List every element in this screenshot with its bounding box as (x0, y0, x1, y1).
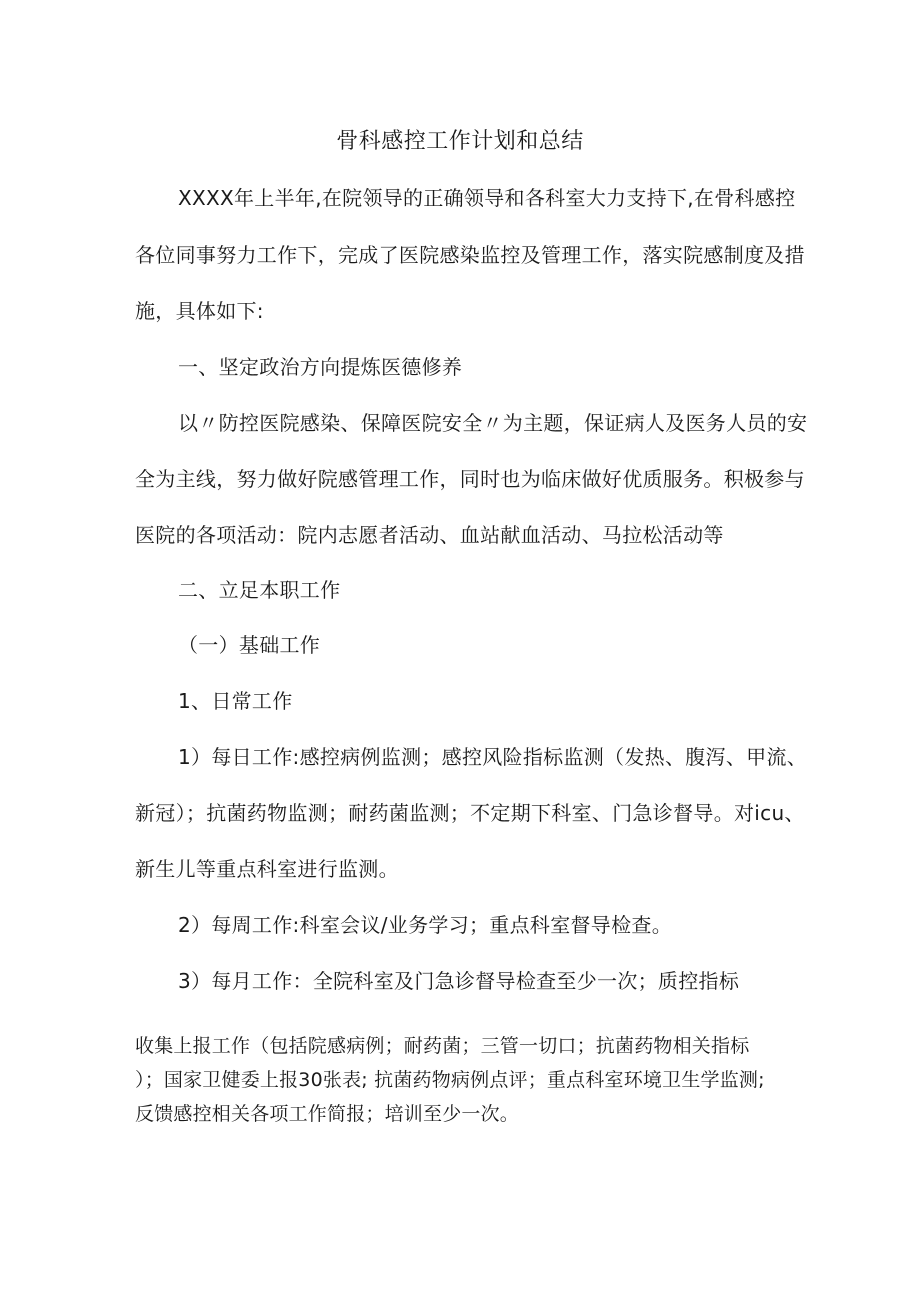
intro-line-2: 各位同事努力工作下，完成了医院感染监控及管理工作，落实院感制度及措 (135, 243, 805, 267)
monthly-work-line: 3）每月工作：全院科室及门急诊督导检查至少一次；质控指标 (178, 969, 740, 993)
weekly-work-line: 2）每周工作:科室会议/业务学习；重点科室督导检查。 (178, 913, 673, 937)
subsection-basic-work: （一）基础工作 (178, 633, 321, 657)
daily-work-line-1: 1）每日工作:感控病例监测；感控风险指标监测（发热、腹泻、甲流、 (178, 745, 808, 769)
monthly-cont-line-2: ）；国家卫健委上报30张表; 抗菌药物病例点评；重点科室环境卫生学监测; (135, 1069, 765, 1091)
item-daily-work: 1、日常工作 (178, 689, 293, 713)
section1-body-line-2: 全为主线，努力做好院感管理工作，同时也为临床做好优质服务。积极参与 (135, 467, 805, 491)
section2-heading: 二、立足本职工作 (178, 578, 341, 602)
section1-heading: 一、坚定政治方向提炼医德修养 (178, 355, 463, 379)
monthly-cont-line-1: 收集上报工作（包括院感病例；耐药菌；三管一切口；抗菌药物相关指标 (135, 1035, 750, 1057)
intro-line-1: XXXX年上半年,在院领导的正确领导和各科室大力支持下,在骨科感控 (178, 186, 796, 210)
monthly-cont-line-3: 反馈感控相关各项工作简报；培训至少一次。 (135, 1103, 520, 1125)
daily-work-line-3: 新生儿等重点科室进行监测。 (135, 857, 399, 881)
section1-body-line-1: 以〃防控医院感染、保障医院安全〃为主题，保证病人及医务人员的安 (178, 411, 808, 435)
intro-line-3: 施，具体如下: (135, 299, 264, 323)
daily-work-line-2: 新冠）；抗菌药物监测；耐药菌监测；不定期下科室、门急诊督导。对icu、 (135, 801, 805, 825)
document-title: 骨科感控工作计划和总结 (336, 129, 584, 154)
section1-body-line-3: 医院的各项活动：院内志愿者活动、血站献血活动、马拉松活动等 (135, 523, 724, 547)
